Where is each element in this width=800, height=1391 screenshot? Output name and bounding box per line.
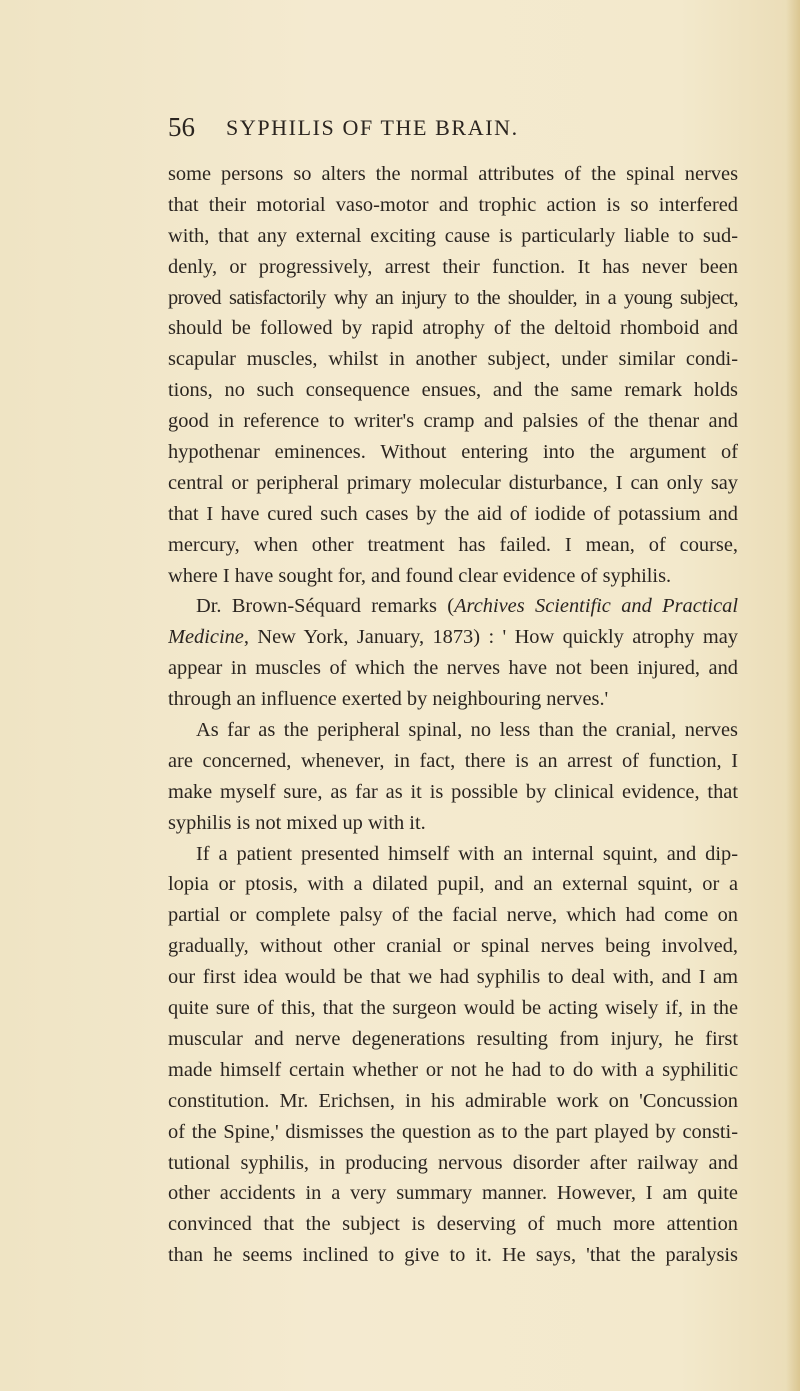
text-line: convinced that the subject is deserving of much more attention — [168, 1213, 738, 1236]
text-segment: Dr. Brown-Séquard remarks ( — [196, 595, 455, 618]
text-line: central or peripheral primary molecular disturbance, I can only say — [168, 471, 738, 494]
text-line: tutional syphilis, in producing nervous disorder after railway and — [168, 1151, 738, 1174]
text-line: where I have sought for, and found clear evidence of syphilis. — [168, 564, 672, 587]
text-line: some persons so alters the normal attributes of the spinal nerves — [168, 163, 738, 185]
text-line: other accidents in a very summary manner. However, I am quite — [168, 1182, 738, 1205]
text-line: appear in muscles of which the nerves have not been injured, and — [168, 657, 738, 680]
text-line: If a patient presented himself with an internal squint, and dip- — [196, 842, 738, 865]
text-line: scapular muscles, whilst in another subject, under similar condi- — [168, 348, 738, 371]
text-line: muscular and nerve degenerations resulting from injury, he first — [168, 1027, 738, 1050]
text-line: tions, no such consequence ensues, and the same remark holds — [168, 379, 738, 402]
text-line: that I have cured such cases by the aid of iodide of potassium and — [168, 502, 738, 525]
text-line: made himself certain whether or not he had to do with a syphilitic — [168, 1058, 738, 1081]
text-line: gradually, without other cranial or spinal nerves being involved, — [168, 935, 738, 958]
running-head: SYPHILIS OF THE BRAIN. — [226, 115, 519, 140]
text-line: good in reference to writer's cramp and palsies of the thenar and — [168, 410, 738, 433]
page-header — [168, 112, 768, 146]
text-line: are concerned, whenever, in fact, there is an arrest of function, I — [168, 749, 738, 772]
text-line: lopia or ptosis, with a dilated pupil, and an external squint, or a — [168, 873, 738, 896]
page-number: 56 — [168, 112, 195, 142]
text-line: mercury, when other treatment has failed. I mean, of course, — [168, 533, 738, 556]
text-segment: , New York, January, 1873) : ' How quickly atrophy may — [243, 626, 738, 649]
text-line: should be followed by rapid atrophy of the deltoid rhomboid and — [168, 317, 738, 340]
text-line: of the Spine,' dismisses the question as to the part played by consti- — [168, 1120, 738, 1143]
body-text — [168, 159, 738, 1271]
text-line: with, that any external exciting cause is particularly liable to sud- — [168, 224, 738, 247]
text-line: make myself sure, as far as it is possible by clinical evidence, that — [168, 780, 738, 803]
text-line: constitution. Mr. Erichsen, in his admirable work on 'Concussion — [168, 1089, 738, 1112]
text-line: denly, or progressively, arrest their function. It has never been — [168, 255, 738, 278]
text-line: than he seems inclined to give to it. He says, 'that the paralysis — [168, 1244, 738, 1267]
text-line — [168, 622, 738, 653]
text-line: partial or complete palsy of the facial nerve, which had come on — [168, 904, 738, 927]
text-line: our first idea would be that we had syphilis to deal with, and I am — [168, 966, 738, 989]
text-line — [168, 591, 738, 622]
text-line: As far as the peripheral spinal, no less than the cranial, nerves — [196, 719, 738, 742]
italic-title: Medicine — [168, 626, 244, 649]
page-edge-shadow — [786, 0, 800, 1391]
text-line: proved satisfactorily why an injury to the shoulder, in a young subject, — [168, 286, 738, 309]
text-line: through an influence exerted by neighbouring nerves.' — [168, 688, 609, 711]
text-line: syphilis is not mixed up with it. — [168, 811, 426, 834]
text-line: quite sure of this, that the surgeon would be acting wisely if, in the — [168, 997, 738, 1020]
text-line: that their motorial vaso-motor and trophic action is so interfered — [168, 193, 738, 216]
italic-title: Archives Scientific and Practical — [454, 595, 738, 618]
text-line: hypothenar eminences. Without entering into the argument of — [168, 441, 738, 464]
